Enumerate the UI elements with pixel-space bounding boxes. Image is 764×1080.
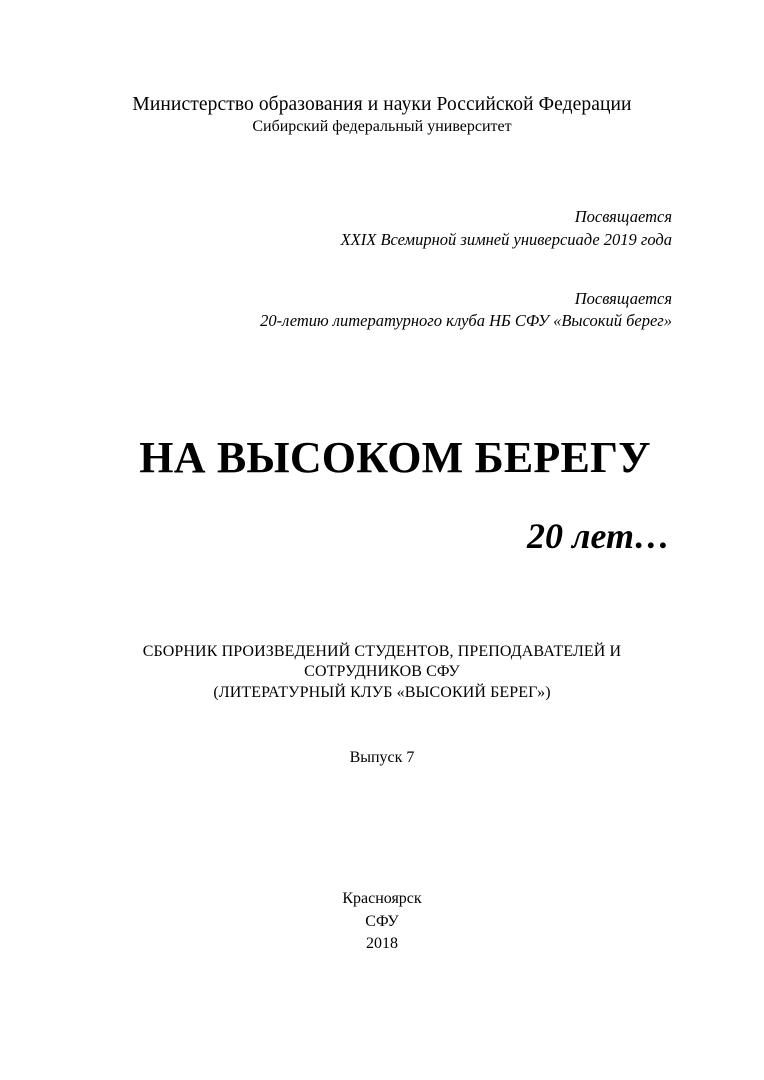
dedication-2-text: 20-летию литературного клуба НБ СФУ «Высокий берег» [260, 311, 672, 330]
issue-number: Выпуск 7 [349, 749, 415, 766]
collection-description-line-2: СОТРУДНИКОВ СФУ [304, 663, 460, 680]
university-name: Сибирский федеральный университет [252, 118, 512, 135]
imprint-city: Красноярск [342, 890, 422, 907]
imprint-year: 2018 [366, 935, 398, 952]
dedication-2-label: Посвящается [574, 289, 672, 308]
dedication-1-text: XXIX Всемирной зимней универсиаде 2019 года [340, 230, 672, 249]
dedication-1-label: Посвящается [574, 207, 672, 226]
book-subtitle: 20 лет… [527, 516, 670, 556]
collection-description-line-1: СБОРНИК ПРОИЗВЕДЕНИЙ СТУДЕНТОВ, ПРЕПОДАВАТЕЛЕЙ И [142, 643, 622, 660]
imprint-publisher: СФУ [365, 913, 399, 930]
book-title: НА ВЫСОКОМ БЕРЕГУ [139, 433, 651, 482]
ministry-name: Министерство образования и науки Российской Федерации [132, 94, 632, 115]
collection-description-line-3: (ЛИТЕРАТУРНЫЙ КЛУБ «ВЫСОКИЙ БЕРЕГ») [213, 684, 551, 701]
